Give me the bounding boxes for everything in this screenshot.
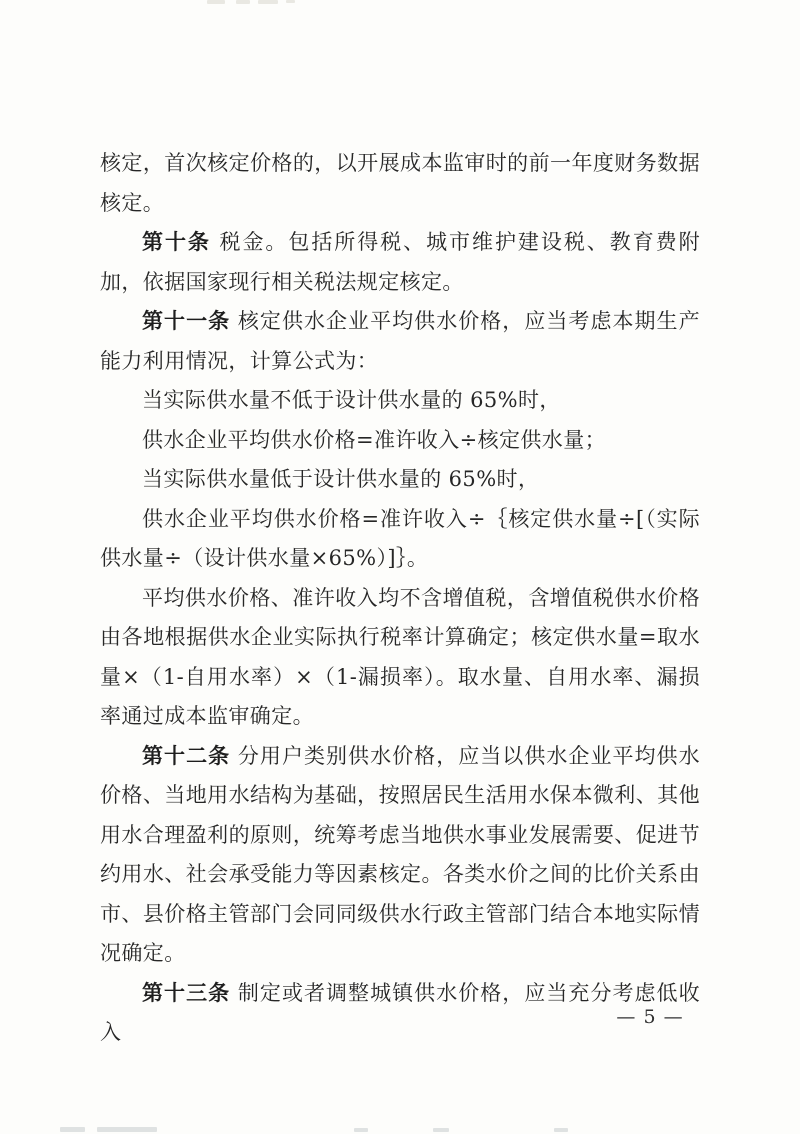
paragraph: 第十条 税金。包括所得税、城市维护建设税、教育费附加，依据国家现行相关税法规定核定。 (100, 230, 701, 294)
paragraph: 平均供水价格、准许收入均不含增值税，含增值税供水价格由各地根据供水企业实际执行税率计算确定；核定供水量=取水量×（1-自用水率）×（1-漏损率）。取水量、自用水率、漏损率通过成本监审确定。 (100, 585, 700, 728)
scan-artifact (97, 1127, 157, 1132)
paragraph: 当实际供水量不低于设计供水量的 65%时， (142, 388, 561, 412)
paragraph: 当实际供水量低于设计供水量的 65%时， (142, 467, 540, 491)
page-number: — 5 — (616, 1006, 684, 1028)
paragraph: 第十三条 制定或者调整城镇供水价格，应当充分考虑低收入 (100, 980, 700, 1044)
paragraph: 供水企业平均供水价格=准许收入÷｛核定供水量÷[（实际供水量÷（设计供水量×65%）]｝。 (100, 506, 700, 570)
article-number-heading: 第十条 (142, 230, 211, 254)
scan-artifact (207, 0, 225, 4)
scan-artifact (286, 0, 295, 3)
article-number-heading: 第十二条 (142, 743, 231, 768)
paragraph: 供水企业平均供水价格=准许收入÷核定供水量； (142, 427, 606, 452)
paragraph: 核定，首次核定价格的，以开展成本监审时的前一年度财务数据核定。 (100, 151, 700, 215)
scan-artifact (258, 0, 278, 4)
scan-artifact (354, 1128, 368, 1132)
article-number-heading: 第十三条 (142, 980, 231, 1005)
scan-artifact (60, 1127, 85, 1132)
paragraph: 第十二条 分用户类别供水价格，应当以供水企业平均供水价格、当地用水结构为基础，按照居民生活用水保本微利、其他用水合理盈利的原则，统筹考虑当地供水事业发展需要、促进节约用水、社会承受能力等因素核定。各类水价之间的比价关系由市、县价格主管部门会同同级供水行政主管部门结合本地实际情况确定。 (100, 743, 700, 965)
scan-artifact (433, 1128, 449, 1132)
scan-artifact (236, 0, 250, 4)
article-number-heading: 第十一条 (142, 309, 231, 333)
paragraph: 第十一条 核定供水企业平均供水价格，应当考虑本期生产能力利用情况，计算公式为： (100, 309, 700, 373)
scan-artifact (554, 1128, 568, 1132)
document-body (100, 144, 700, 1053)
